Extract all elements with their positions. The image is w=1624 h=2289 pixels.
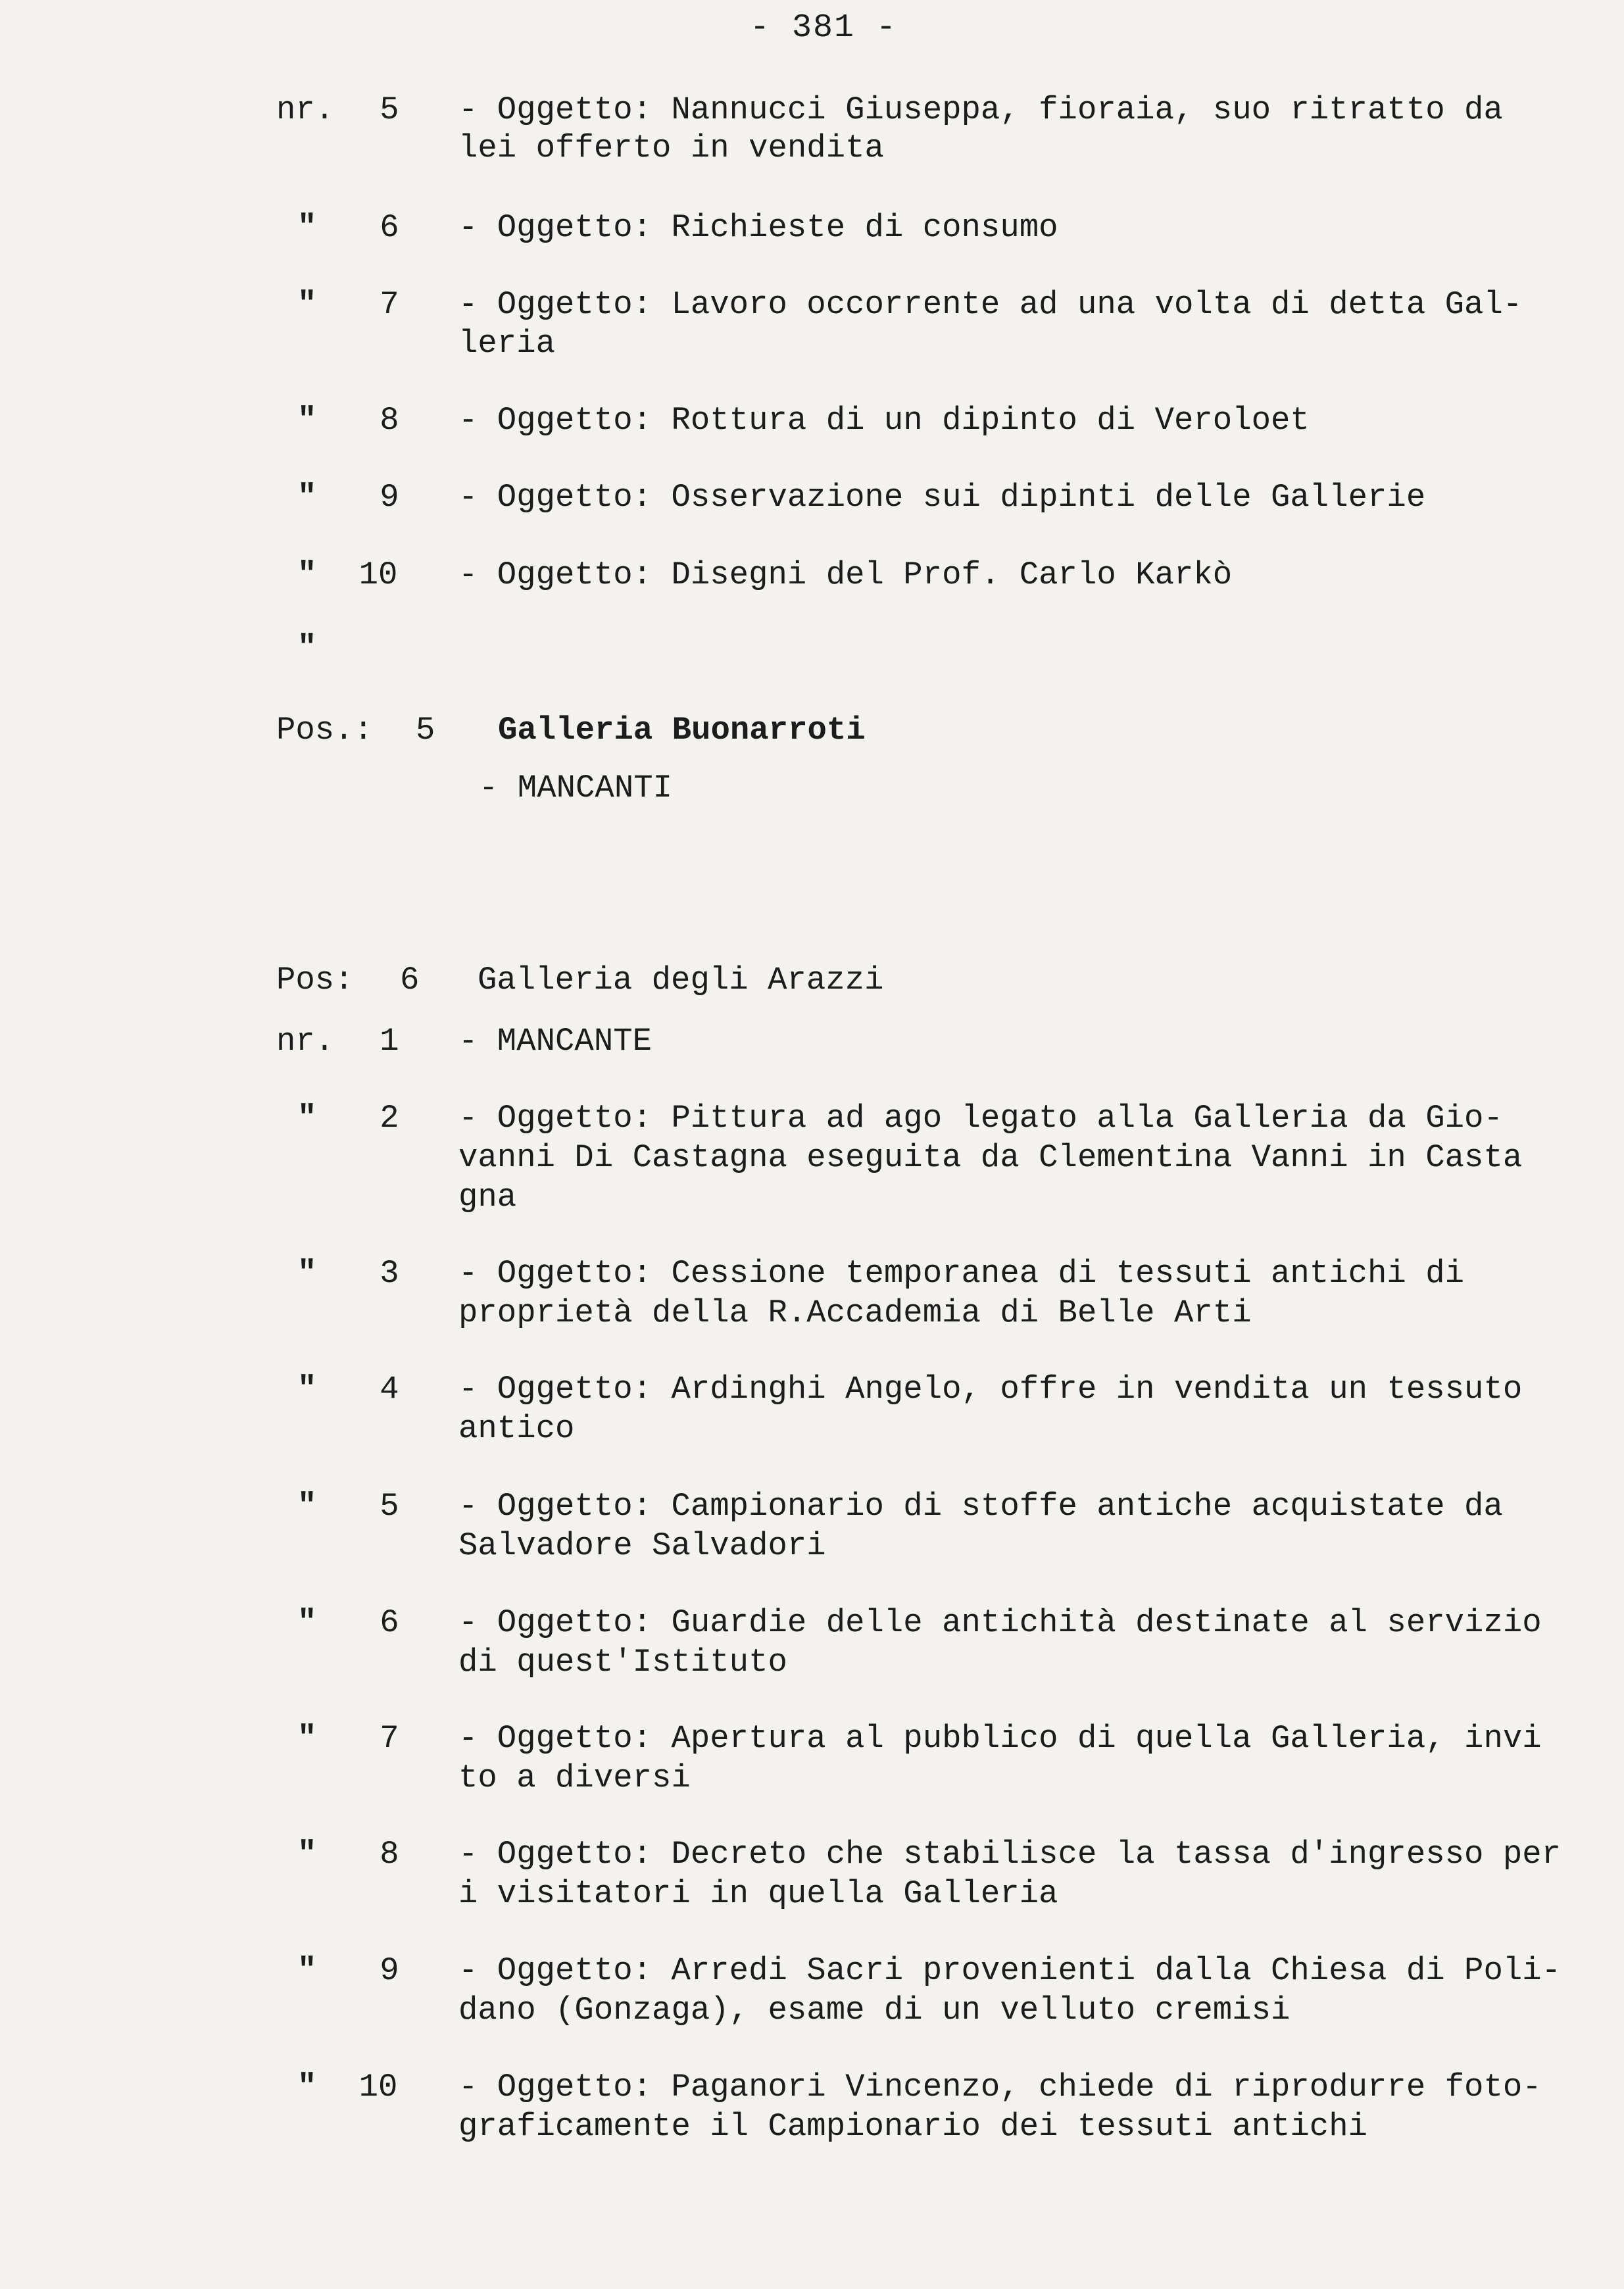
ditto-mark: " [297,1371,317,1408]
position-label: Pos.: [276,712,374,749]
entry-text-line: - Oggetto: Guardie delle antichità destinate al servizio [458,1604,1542,1641]
entry-number: 10 [358,2069,398,2105]
ditto-mark: " [297,1255,317,1292]
ditto-mark: " [297,286,317,323]
position-title: Galleria degli Arazzi [478,962,884,998]
entry-text-line: i visitatori in quella Galleria [458,1875,1058,1912]
entry-text-line: - Oggetto: Arredi Sacri provenienti dalla Chiesa di Poli- [458,1952,1562,1989]
entry-text-line: - Oggetto: Rottura di un dipinto di Veroloet [458,402,1310,439]
entry-text-line: - Oggetto: Richieste di consumo [458,209,1058,246]
ditto-mark: " [297,556,317,593]
missing-note: - MANCANTI [479,770,673,806]
entry-number: 6 [380,209,399,246]
entry-text-line: gna [458,1179,517,1216]
entry-text-line: - Oggetto: Osservazione sui dipinti delle Gallerie [458,479,1426,516]
entry-text-line: leria [458,325,556,362]
position-label: Pos: [276,962,354,998]
ditto-mark: " [297,1720,317,1757]
entry-text-line: proprietà della R.Accademia di Belle Arti [458,1294,1252,1331]
entry-number: 8 [380,1836,399,1873]
entry-number: 3 [380,1255,399,1292]
entry-text-line: - MANCANTE [458,1023,652,1060]
entry-number: 10 [358,556,398,593]
entry-text-line: di quest'Istituto [458,1644,787,1681]
ditto-mark: " [297,1604,317,1641]
entry-number: 5 [380,1488,399,1525]
position-title: Galleria Buonarroti [498,712,866,749]
ditto-mark: " [297,209,317,246]
entry-number: 5 [380,91,399,128]
entry-text-line: - Oggetto: Apertura al pubblico di quella Galleria, invi [458,1720,1542,1757]
entry-text-line: - Oggetto: Ardinghi Angelo, offre in vendita un tessuto [458,1371,1523,1408]
ditto-mark: " [297,1952,317,1989]
entry-text-line: graficamente il Campionario dei tessuti antichi [458,2108,1368,2145]
entry-number: 2 [380,1100,399,1137]
entry-number: 1 [380,1023,399,1060]
entry-number: 7 [380,1720,399,1757]
entry-number: 4 [380,1371,399,1408]
entry-text-line: - Oggetto: Nannucci Giuseppa, fioraia, suo ritratto da [458,91,1503,128]
entry-text-line: - Oggetto: Decreto che stabilisce la tassa d'ingresso per [458,1836,1562,1873]
entry-number: 9 [380,1952,399,1989]
entry-text-line: - Oggetto: Paganori Vincenzo, chiede di riprodurre foto- [458,2069,1542,2105]
ditto-mark: " [297,1836,317,1873]
ditto-mark: " [297,629,317,666]
entry-prefix: nr. [276,91,335,128]
ditto-mark: " [297,402,317,439]
entry-text-line: antico [458,1410,575,1447]
entry-text-line: - Oggetto: Campionario di stoffe antiche acquistate da [458,1488,1503,1525]
entry-number: 9 [380,479,399,516]
entry-prefix: nr. [276,1023,335,1060]
entry-text-line: dano (Gonzaga), esame di un velluto cremisi [458,1992,1291,2029]
entry-number: 8 [380,402,399,439]
ditto-mark: " [297,479,317,516]
page-number: - 381 - [750,9,898,47]
entry-text-line: - Oggetto: Disegni del Prof. Carlo Karkò [458,556,1233,593]
entry-text-line: to a diversi [458,1760,691,1796]
ditto-mark: " [297,1100,317,1137]
position-number: 5 [416,712,435,749]
ditto-mark: " [297,2069,317,2105]
entry-text-line: lei offerto in vendita [458,130,884,166]
ditto-mark: " [297,1488,317,1525]
entry-text-line: vanni Di Castagna eseguita da Clementina Vanni in Casta [458,1139,1523,1176]
entry-number: 7 [380,286,399,323]
entry-number: 6 [380,1604,399,1641]
entry-text-line: - Oggetto: Cessione temporanea di tessuti antichi di [458,1255,1465,1292]
entry-text-line: - Oggetto: Lavoro occorrente ad una volta di detta Gal- [458,286,1523,323]
entry-text-line: Salvadore Salvadori [458,1527,826,1564]
entry-text-line: - Oggetto: Pittura ad ago legato alla Galleria da Gio- [458,1100,1503,1137]
position-number: 6 [400,962,420,998]
